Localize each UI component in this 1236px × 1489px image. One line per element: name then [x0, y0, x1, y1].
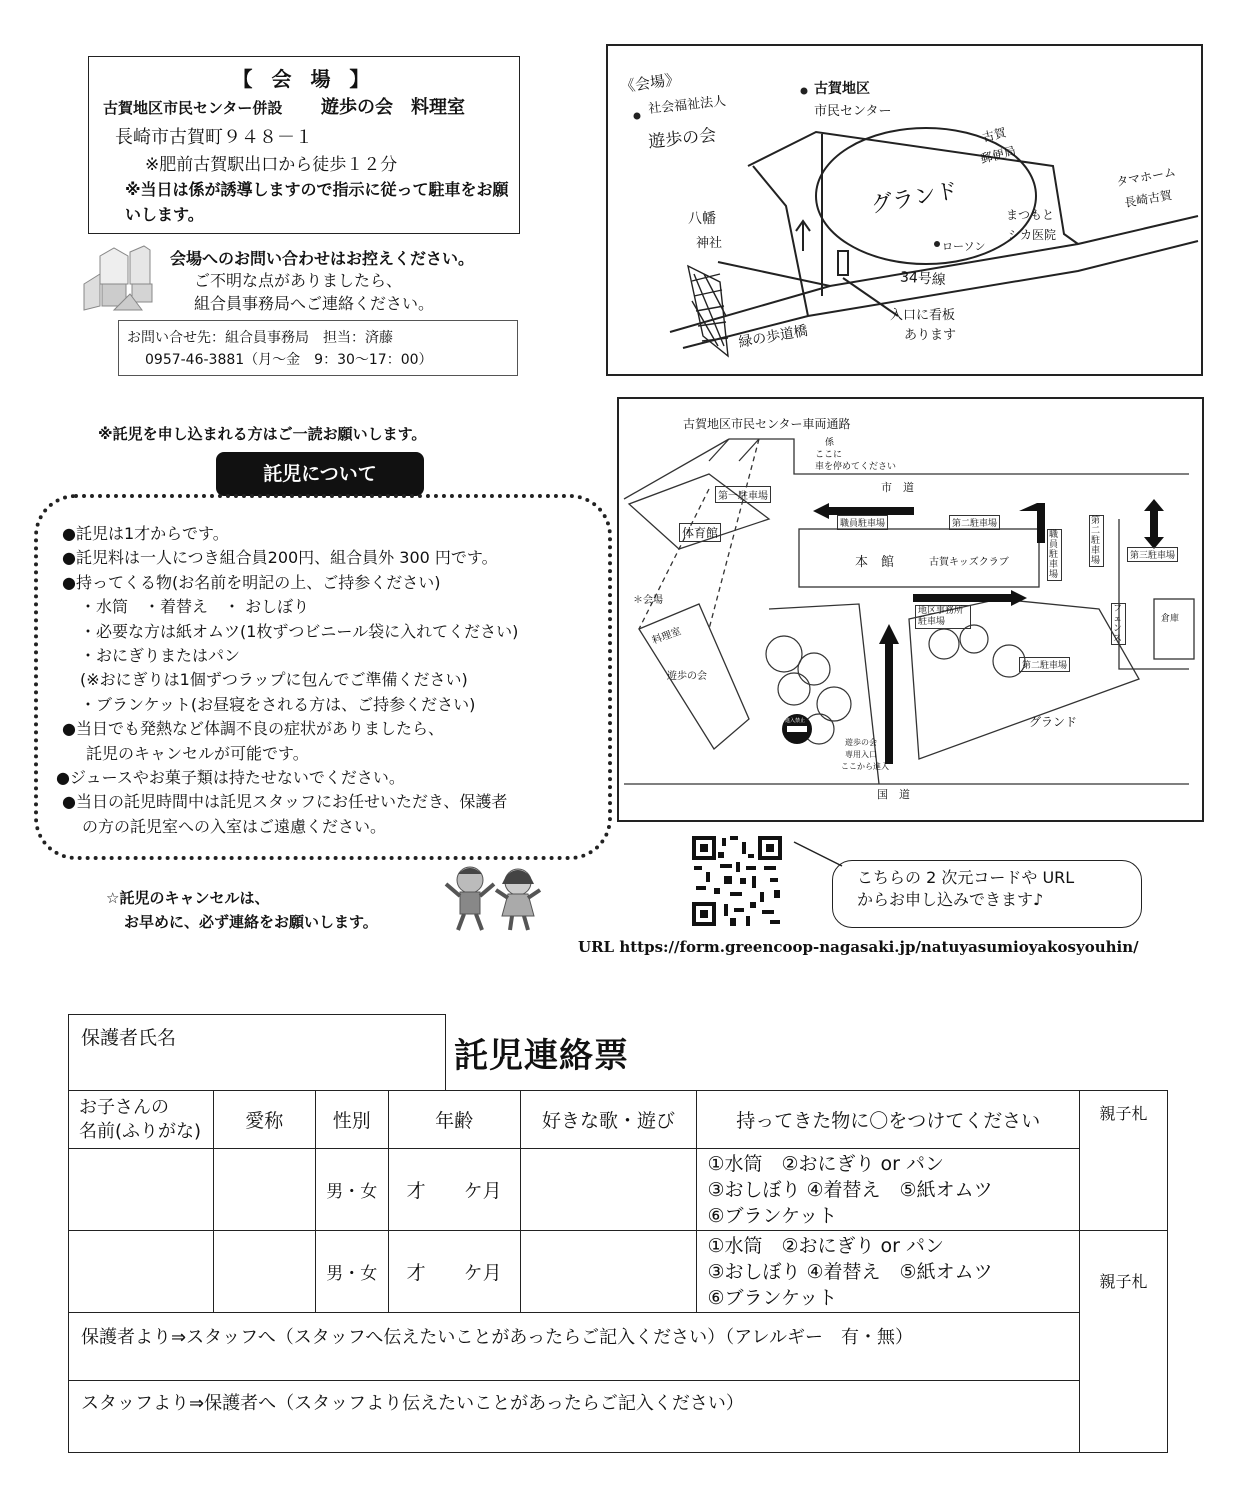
map2-main-bldg: 本 館 — [855, 555, 895, 570]
rule-line: ・必要な方は紙オムツ(1枚ずつビニール袋に入れてください) — [80, 621, 519, 641]
staff-to-guardian-field[interactable]: スタッフより⇒保護者へ（スタッフより伝えたいことがあったらご記入ください） — [69, 1381, 1080, 1453]
inquiry-sub — [194, 269, 434, 315]
tag-label-bottom: 親子札 — [1080, 1231, 1168, 1453]
map1-koga: 古賀 — [980, 125, 1008, 145]
bubble-line: からお申し込みできます♪ — [857, 890, 1044, 909]
map2-lot3: 第三駐車場 — [1127, 547, 1178, 562]
col-header-name — [69, 1091, 214, 1149]
childcare-rules — [56, 522, 602, 839]
map2-lot2b: 第二駐車場 — [1089, 515, 1104, 567]
col-header-items: 持ってきた物に〇をつけてください — [697, 1091, 1080, 1149]
tag-label-top: 親子札 — [1080, 1091, 1168, 1231]
contact-phone: 0957-46-3881（月～金 9：30～17：00） — [145, 352, 433, 368]
map1-tamahome: タマホーム — [1115, 164, 1177, 190]
rule-line: ●当日の託児時間中は託児スタッフにお任せいただき、保護者 — [62, 792, 508, 812]
inquiry-sub-line: 組合員事務局へご連絡ください。 — [194, 294, 435, 313]
guardian-name-label: 保護者氏名 — [81, 1027, 177, 1049]
kids-illustration — [440, 862, 548, 934]
child-items-cell[interactable] — [697, 1149, 1080, 1231]
map1-venue-label: 《会場》 — [619, 69, 682, 97]
cancel-line: ☆託児のキャンセルは、 — [106, 889, 270, 907]
contact-office: お問い合せ先：組合員事務局 担当：済藤 — [127, 330, 393, 346]
map1-tamahome2: 長崎古賀 — [1123, 187, 1173, 211]
map2-entry1: 遊歩の会 — [845, 738, 877, 747]
map2-warehouse: 倉庫 — [1161, 614, 1180, 624]
map2-kids-club: 古賀キッズクラブ — [929, 557, 1009, 568]
apply-url[interactable]: URL https://form.greencoop-nagasaki.jp/natuyasumioyakosyouhin/ — [578, 938, 1139, 956]
map2-fence: フェンス — [1111, 603, 1126, 645]
map2-lot2c: 第二駐車場 — [1019, 657, 1070, 672]
child-age-cell[interactable]: 才 ケ月 — [388, 1149, 520, 1231]
col-header-age: 年齢 — [388, 1091, 520, 1149]
child-row — [69, 1149, 1168, 1231]
rule-line: ・ブランケット(お昼寝をされる方は、ご持参ください) — [80, 694, 476, 714]
rule-line: ●当日でも発熱など体調不良の症状がありましたら、 — [62, 719, 444, 739]
map2-guide3: 車を停めてください — [815, 462, 897, 472]
map2-staff-lot2: 職員駐車場 — [1047, 529, 1062, 581]
map2-lot1: 第一駐車場 — [715, 486, 771, 503]
child-name-cell[interactable] — [69, 1231, 214, 1313]
items-line: ⑥ブランケット — [707, 1204, 838, 1227]
venue-address: 長崎市古賀町９４８－１ — [115, 127, 313, 148]
bubble-line: こちらの 2 次元コードや URL — [857, 868, 1075, 887]
map2-national-road: 国 道 — [877, 788, 910, 801]
map1-post: 郵便局 — [978, 143, 1018, 167]
venue-room: 遊歩の会 料理室 — [321, 97, 465, 118]
map1-ground: グランド — [868, 178, 960, 219]
map2-lot2a: 第二駐車場 — [949, 515, 1000, 530]
map1-entrance2: あります — [904, 328, 957, 343]
map2-kitchen: 料理室 — [650, 626, 683, 647]
child-nickname-cell[interactable] — [213, 1149, 315, 1231]
venue-parking-note: ※当日は係が誘導しますので指示に従って駐車をお願いします。 — [125, 180, 509, 224]
site-map — [617, 397, 1204, 822]
rule-line: の方の託児室への入室はご遠慮ください。 — [82, 816, 387, 836]
items-line: ①水筒 ②おにぎり or パン — [707, 1234, 945, 1257]
col-header-name-line: お子さんの — [79, 1096, 169, 1118]
items-line: ③おしぼり ④着替え ⑤紙オムツ — [707, 1260, 993, 1283]
qr-code[interactable] — [690, 834, 784, 928]
cancel-notice — [106, 886, 378, 934]
inquiry-notice: 会場へのお問い合わせはお控えください。 — [170, 249, 475, 268]
map1-center2: 市民センター — [814, 104, 892, 119]
childcare-notice: ※託児を申し込まれる方はご一読お願いします。 — [98, 425, 427, 443]
col-header-gender: 性別 — [315, 1091, 388, 1149]
guardian-name-field[interactable] — [68, 1014, 446, 1091]
map2-city-road: 市 道 — [881, 481, 914, 494]
map1-clinic: シカ医院 — [1008, 228, 1057, 242]
map2-guide1: 係 — [825, 438, 835, 448]
venue-walk-note: ※肥前古賀駅出口から徒歩１２分 — [145, 155, 398, 175]
map2-gym: 体育館 — [679, 523, 721, 542]
rule-line: ・水筒 ・着替え ・ おしぼり — [80, 597, 310, 617]
child-favorite-cell[interactable] — [520, 1231, 697, 1313]
childcare-form-table — [68, 1090, 1168, 1453]
map2-ground: グランド — [1029, 715, 1078, 729]
map1-entrance: 入口に看板 — [890, 308, 956, 323]
venue-box — [88, 56, 520, 234]
child-gender-cell[interactable]: 男・女 — [315, 1231, 388, 1313]
map2-staff-lot: 職員駐車場 — [837, 515, 888, 530]
map2-entry2: 専用入口 — [845, 750, 877, 759]
venue-title: 【 会 場 】 — [232, 67, 376, 91]
form-title: 託児連絡票 — [454, 1036, 629, 1076]
inquiry-sub-line: ご不明な点がありましたら、 — [194, 271, 403, 290]
child-favorite-cell[interactable] — [520, 1149, 697, 1231]
map2-office-lot: 地区事務所駐車場 — [915, 605, 971, 629]
rule-line: ・おにぎりまたはパン — [80, 646, 241, 666]
map1-lawson: ローソン — [942, 240, 986, 253]
map1-route: 34号線 — [899, 269, 947, 289]
rule-line: (※おにぎりは1個ずつラップに包んでご準備ください) — [80, 670, 468, 690]
map2-access-road: 古賀地区市民センター車両通路 — [683, 417, 851, 431]
map1-matsumoto: まつもと — [1006, 208, 1055, 222]
col-header-name-line: 名前(ふりがな) — [79, 1120, 202, 1142]
child-items-cell[interactable] — [697, 1231, 1080, 1313]
guardian-to-staff-field[interactable]: 保護者より⇒スタッフへ（スタッフへ伝えたいことがあったらご記入ください）（アレルギー 有・無） — [69, 1313, 1080, 1381]
map1-center: 古賀地区 — [814, 81, 870, 97]
apply-bubble — [832, 860, 1142, 928]
map2-guide2: ここに — [815, 450, 843, 460]
map2-venue-mark: ＊会場 — [633, 595, 663, 606]
rule-line: ●持ってくる物(お名前を明記の上、ご持参ください) — [62, 572, 441, 592]
map1-yuho: 遊歩の会 — [647, 125, 718, 153]
col-header-nickname: 愛称 — [213, 1091, 315, 1149]
map1-hachiman: 八幡 — [688, 211, 716, 227]
contact-box — [118, 320, 518, 376]
map1-bridge: 緑の歩道橋 — [737, 323, 810, 351]
rule-line: ●託児料は一人につき組合員200円、組合員外 300 円です。 — [62, 548, 498, 568]
col-header-favorite: 好きな歌・遊び — [520, 1091, 697, 1149]
map2-entry3: ここから進入 — [841, 762, 889, 771]
rule-line: ●託児は1才からです。 — [62, 524, 229, 543]
child-name-cell[interactable] — [69, 1149, 214, 1231]
childcare-heading: 託児について — [216, 452, 424, 496]
child-nickname-cell[interactable] — [213, 1231, 315, 1313]
items-line: ⑥ブランケット — [707, 1286, 838, 1309]
map2-no-entry: 進入禁止 — [785, 718, 806, 724]
map1-shrine: 神社 — [696, 236, 723, 251]
cancel-line: お早めに、必ず連絡をお願いします。 — [124, 913, 378, 931]
child-age-cell[interactable]: 才 ケ月 — [388, 1231, 520, 1313]
child-row — [69, 1231, 1168, 1313]
items-line: ③おしぼり ④着替え ⑤紙オムツ — [707, 1178, 993, 1201]
child-gender-cell[interactable]: 男・女 — [315, 1149, 388, 1231]
hand-drawn-map — [606, 44, 1203, 376]
items-line: ①水筒 ②おにぎり or パン — [707, 1152, 945, 1175]
rule-line: 託児のキャンセルが可能です。 — [86, 743, 309, 763]
venue-name: 古賀地区市民センター併設 — [103, 99, 283, 117]
toy-blocks-illustration — [78, 244, 160, 312]
map2-yuho: 遊歩の会 — [667, 671, 707, 682]
map1-welfare: 社会福祉法人 — [647, 93, 727, 118]
rule-line: ●ジュースやお菓子類は持たせないでください。 — [56, 768, 405, 788]
